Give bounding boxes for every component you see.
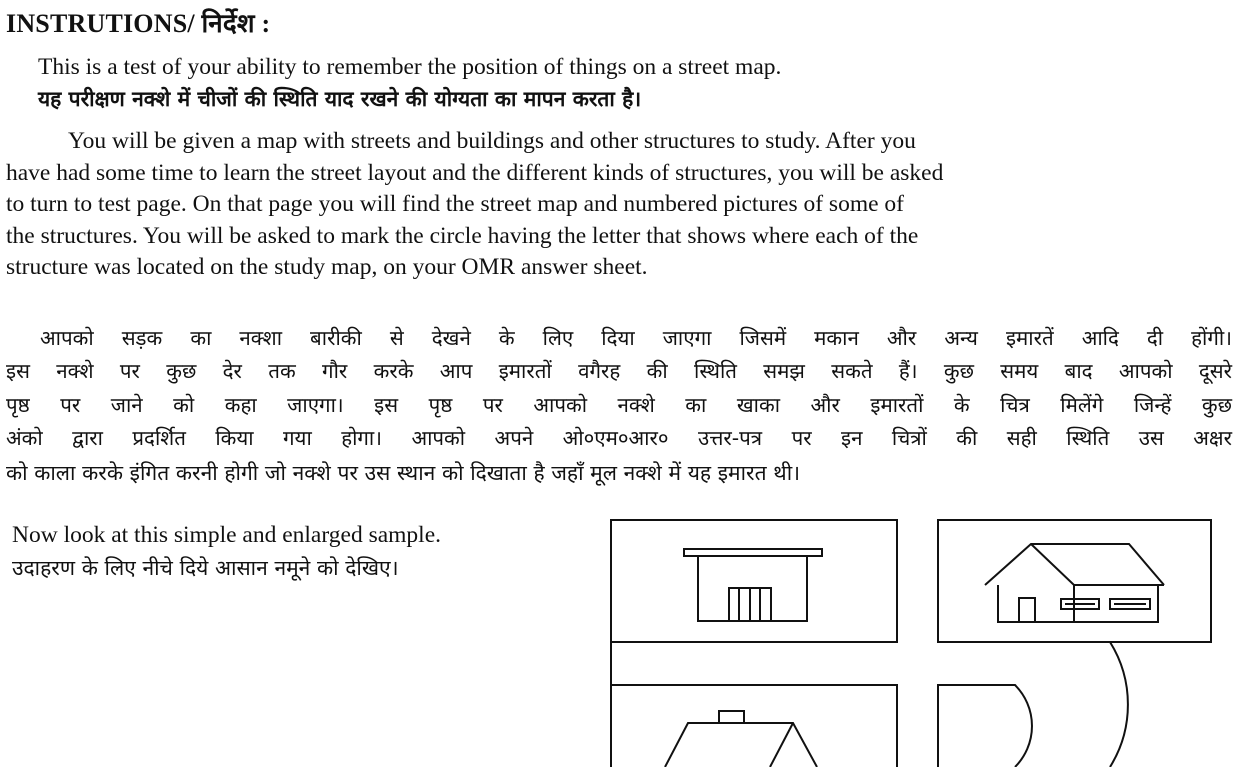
- block-top-left: [611, 520, 897, 767]
- sample-caption-hindi: उदाहरण के लिए नीचे दिये आसान नमूने को देखिए।: [12, 556, 399, 580]
- hindi-line-1: आपको सड़क का नक्शा बारीकी से देखने के लिए दिया जाएगा जिसमें मकान और अन्य इमारतें आदि दी होंगी।: [40, 326, 1232, 350]
- house-building-icon: [985, 544, 1164, 622]
- english-line-1: You will be given a map with streets and buildings and other structures to study. After you: [68, 128, 916, 154]
- hindi-line-4: अंको द्वारा प्रदर्शित किया गया होगा। आपको अपने ओ०एम०आर० उत्तर-पत्र पर इन चित्रों की सही स्थिति उस अक्षर: [6, 426, 1232, 450]
- sample-caption-english: Now look at this simple and enlarged sample.: [12, 522, 442, 548]
- roof-building-icon: [665, 711, 817, 767]
- instructions-heading: INSTRUTIONS/ निर्देश :: [6, 9, 271, 38]
- hindi-line-2: इस नक्शे पर कुछ देर तक गौर करके आप इमारतों वगैरह की स्थिति समझ सकते हैं। कुछ समय बाद आपको दूसरे: [6, 359, 1232, 383]
- block-bottom-left: [611, 685, 897, 767]
- shop-building-icon: [684, 549, 822, 621]
- hindi-line-3: पृष्ठ पर जाने को कहा जाएगा। इस पृष्ठ पर आपको नक्शे का खाका और इमारतों के चित्र मिलेंगे जिन्हें कुछ: [6, 393, 1232, 417]
- hindi-line-5: को काला करके इंगित करनी होगी जो नक्शे पर उस स्थान को दिखाता है जहाँ मूल नक्शे में यह इमारत थी।: [6, 461, 801, 485]
- intro-hindi: यह परीक्षण नक्शे में चीजों की स्थिति याद रखने की योग्यता का मापन करता है।: [38, 87, 642, 111]
- english-line-2: have had some time to learn the street layout and the different kinds of structures, you will be asked: [6, 160, 944, 186]
- intro-english: This is a test of your ability to remember the position of things on a street map.: [38, 54, 782, 80]
- english-line-5: structure was located on the study map, on your OMR answer sheet.: [6, 254, 648, 280]
- curved-road: [938, 685, 1032, 767]
- english-line-3: to turn to test page. On that page you will find the street map and numbered pictures of some of: [6, 191, 904, 217]
- block-top-right: [938, 520, 1211, 642]
- curved-road-outer: [1110, 642, 1128, 767]
- english-line-4: the structures. You will be asked to mark the circle having the letter that shows where each of the: [6, 223, 919, 249]
